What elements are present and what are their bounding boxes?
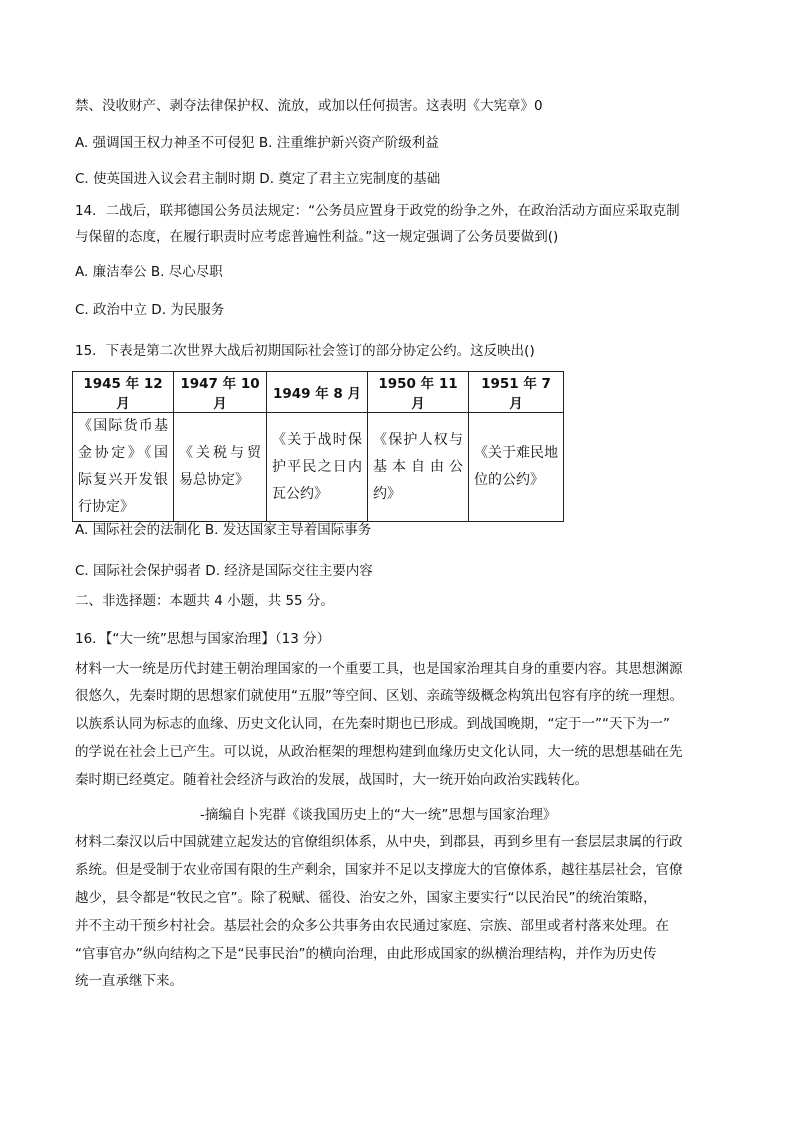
material-2-line: 统一直承继下来。 (75, 973, 183, 989)
material-2-line: “官事官办”纵向结构之下是“民事民治”的横向治理，由此形成国家的纵横治理结构，并作为历史传 (75, 946, 657, 962)
table-header-cell: 1949 年 8 月 (267, 372, 368, 413)
q14-options-ab: A. 廉洁奉公 B. 尽心尽职 (75, 264, 223, 280)
table-cell: 《关税与贸易总协定》 (174, 413, 267, 522)
material-1-line: 以族系认同为标志的血缘、历史文化认同，在先秦时期也已形成。到战国晚期，“定于一”“天下为一” (75, 716, 670, 732)
table-cell: 《国际货币基金协定》《国际复兴开发银行协定》 (73, 413, 174, 522)
table-header-cell: 1951 年 7 月 (469, 372, 564, 413)
material-1-line: 的学说在社会上已产生。可以说，从政治框架的理想构建到血缘历史文化认同，大一统的思想基础在先 (75, 744, 683, 760)
table-cell: 《关于战时保护平民之日内瓦公约》 (267, 413, 368, 522)
q13-options-cd: C. 使英国进入议会君主制时期 D. 奠定了君主立宪制度的基础 (75, 171, 441, 187)
material-1-line: 秦时期已经奠定。随着社会经济与政治的发展，战国时，大一统开始向政治实践转化。 (75, 772, 588, 788)
q13-stem-tail: 禁、没收财产、剥夺法律保护权、流放，或加以任何损害。这表明《大宪章》0 (75, 98, 543, 114)
table-header-row (73, 372, 564, 413)
material-1-line: 很悠久，先秦时期的思想家们就使用“五服”等空间、区划、亲疏等级概念构筑出包容有序的统一理想。 (75, 688, 683, 704)
table-header-cell: 1945 年 12 月 (73, 372, 174, 413)
agreements-table (72, 371, 564, 522)
table-header-cell: 1947 年 10 月 (174, 372, 267, 413)
q13-options-ab: A. 强调国王权力神圣不可侵犯 B. 注重维护新兴资产阶级利益 (75, 135, 439, 151)
q16-title: 16．【“大一统”思想与国家治理】（13 分） (75, 631, 331, 647)
section-heading: 二、非选择题：本题共 4 小题，共 55 分。 (75, 593, 334, 609)
material-1-source: -摘编自卜宪群《谈我国历史上的“大一统”思想与国家治理》 (200, 807, 557, 823)
q14-stem-line-2: 与保留的态度，在履行职责时应考虑普遍性利益。”这一规定强调了公务员要做到() (75, 229, 559, 245)
table-header-cell: 1950 年 11 月 (368, 372, 469, 413)
material-2-line: 越少，县令都是“牧民之官”。除了税赋、徭役、治安之外，国家主要实行“以民治民”的统治策略， (75, 890, 657, 906)
q15-options-ab: A. 国际社会的法制化 B. 发达国家主导着国际事务 (75, 522, 372, 538)
q15-stem: 15．下表是第二次世界大战后初期国际社会签订的部分协定公约。这反映出() (75, 343, 535, 359)
table-row (73, 413, 564, 522)
material-2-line: 材料二秦汉以后中国就建立起发达的官僚组织体系，从中央，到郡县，再到乡里有一套层层隶属的行政 (75, 834, 683, 850)
table-cell: 《关于难民地位的公约》 (469, 413, 564, 522)
q14-options-cd: C. 政治中立 D. 为民服务 (75, 302, 225, 318)
q14-stem-line-1: 14．二战后，联邦德国公务员法规定：“公务员应置身于政党的纷争之外，在政治活动方面应采取克制 (75, 203, 680, 219)
material-2-line: 并不主动干预乡村社会。基层社会的众多公共事务由农民通过家庭、宗族、部里或者村落来处理。在 (75, 918, 669, 934)
table-cell: 《保护人权与基本自由公约》 (368, 413, 469, 522)
material-1-line: 材料一大一统是历代封建王朝治理国家的一个重要工具，也是国家治理其自身的重要内容。其思想渊源 (75, 661, 683, 677)
material-2-line: 系统。但是受制于农业帝国有限的生产剩余，国家并不足以支撑庞大的官僚体系，越往基层社会，官僚 (75, 862, 683, 878)
q15-options-cd: C. 国际社会保护弱者 D. 经济是国际交往主要内容 (75, 563, 373, 579)
